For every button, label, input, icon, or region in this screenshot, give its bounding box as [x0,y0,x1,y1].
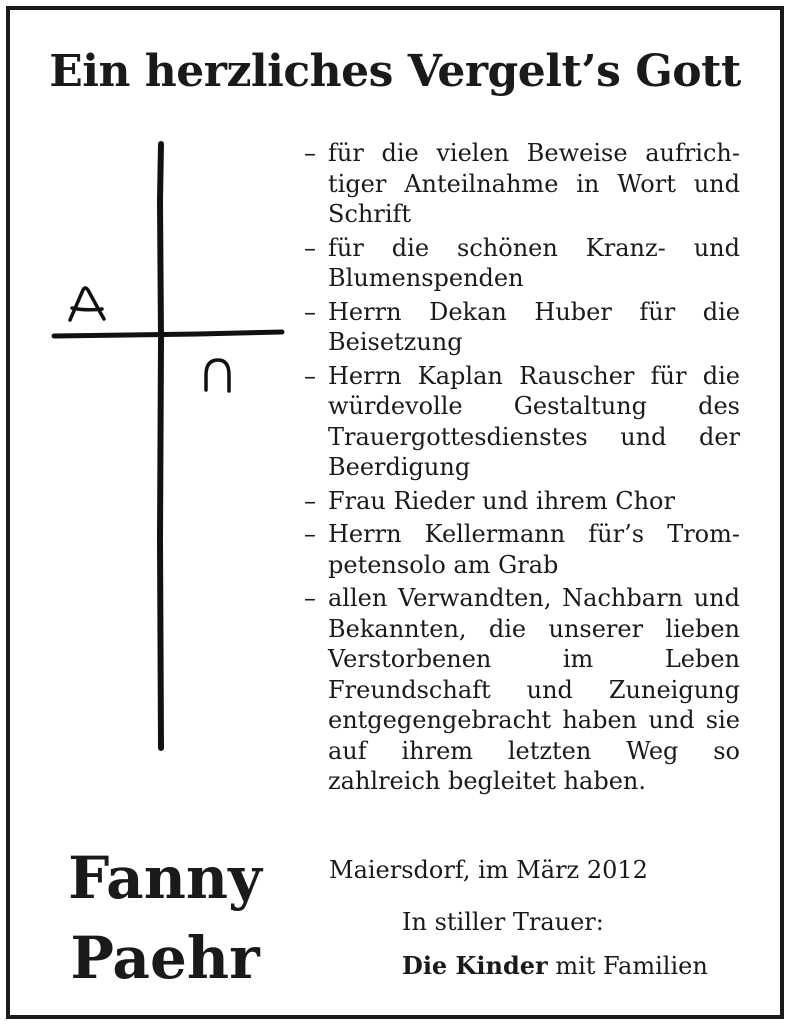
omega-icon [206,360,229,391]
deceased-name [30,838,300,998]
notice-title: Ein herzliches Vergelt’s Gott [49,46,741,97]
deceased-first-name: Fanny [68,844,262,912]
list-item: – Herrn Kellermann für’s Trompetensolo am Grab [304,519,740,580]
cross-vertical-line [160,144,161,748]
signature-intro: In stiller Trauer: [402,908,604,936]
cross-symbol [48,140,288,760]
place-date: Maiersdorf, im März 2012 [329,856,648,884]
list-item: – Herrn Kaplan Rauscher für die würdevolle Gestaltung des Trauergottesdienstes und der Beerdigung [304,361,740,483]
alpha-icon [70,288,104,320]
list-item: – allen Verwandten, Nachbarn und Bekannten, die unserer lieben Verstorbenen im Leben Freundschaft und Zuneigung entgegengebracht haben und sie auf ihrem letzten Weg so zahlreich begleitet haben. [304,583,740,797]
deceased-last-name: Paehr [70,924,260,992]
list-item: – Herrn Dekan Huber für die Beisetzung [304,297,740,358]
list-item: – für die schönen Kranz- und Blumenspenden [304,233,740,294]
thanks-list [304,138,740,800]
signature-line [402,950,708,982]
signature-rest: mit Familien [547,952,708,980]
cross-horizontal-line [54,332,282,336]
list-item: – für die vielen Beweise aufrichtiger Anteilnahme in Wort und Schrift [304,138,740,230]
list-item: – Frau Rieder und ihrem Chor [304,486,740,517]
signature-bold: Die Kinder [402,951,548,980]
